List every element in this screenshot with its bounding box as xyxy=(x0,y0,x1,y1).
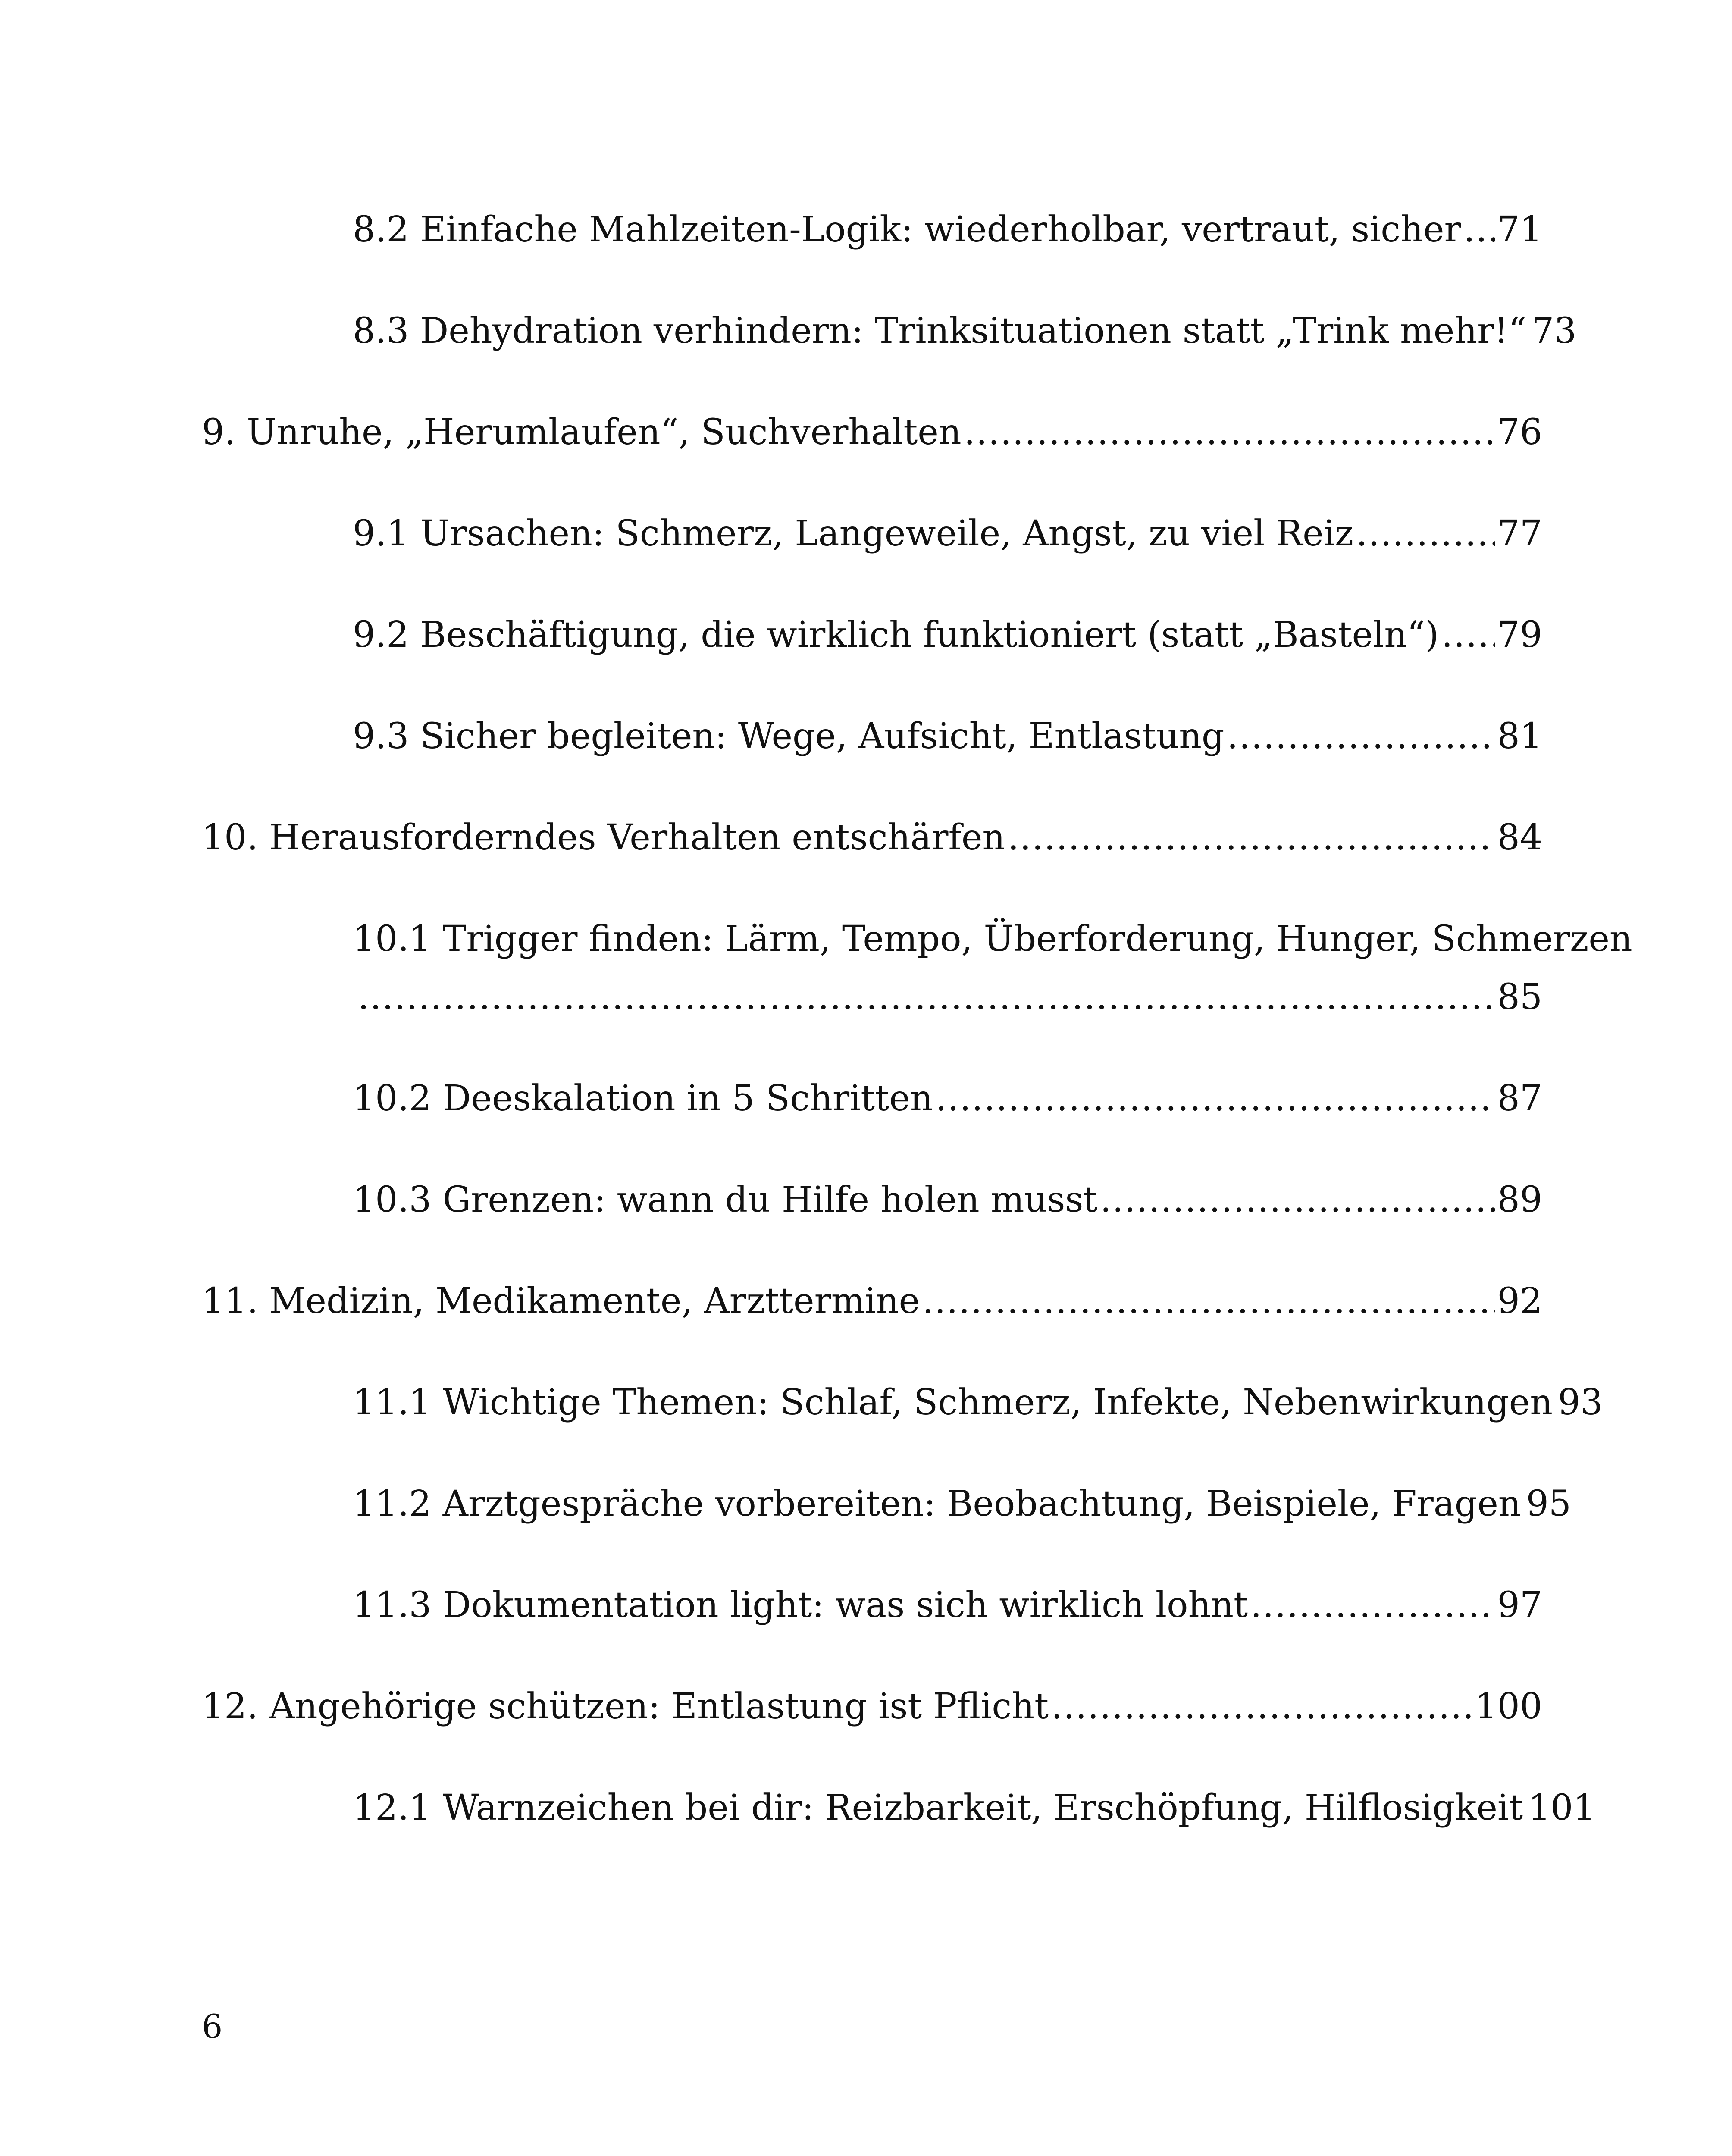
toc-entry[interactable] xyxy=(353,1584,1542,1627)
toc-entry[interactable] xyxy=(353,512,1542,555)
toc-entry-page: 97 xyxy=(1497,1585,1542,1626)
toc-entry[interactable] xyxy=(202,1685,1542,1728)
toc-entry-page: 71 xyxy=(1497,209,1542,250)
toc-entry-label: 12. Angehörige schützen: Entlastung ist Pflicht xyxy=(202,1686,1049,1727)
toc-entry[interactable] xyxy=(353,614,1542,657)
toc-leader-dots xyxy=(358,976,1495,1019)
toc-entry-label: 10.3 Grenzen: wann du Hilfe holen musst xyxy=(353,1179,1098,1220)
toc-leader-dots xyxy=(936,1077,1495,1120)
toc-entry-label: 12.1 Warnzeichen bei dir: Reizbarkeit, Erschöpfung, Hilflosigkeit xyxy=(353,1787,1523,1828)
toc-entry-label: 11.2 Arztgespräche vorbereiten: Beobachtung, Beispiele, Fragen xyxy=(353,1483,1521,1524)
toc-entry-page: 77 xyxy=(1497,513,1542,554)
toc-entry-page: 89 xyxy=(1497,1179,1542,1220)
toc-entry-page: 76 xyxy=(1497,412,1542,453)
toc-entry-label: 10. Herausforderndes Verhalten entschärfen xyxy=(202,817,1005,858)
toc-entry-page: 84 xyxy=(1497,817,1542,858)
toc-leader-dots xyxy=(1051,1685,1472,1728)
toc-entry-label: 8.3 Dehydration verhindern: Trinksituationen statt „Trink mehr!“ xyxy=(353,310,1527,351)
toc-entry[interactable] xyxy=(353,1381,1603,1424)
toc-entry[interactable] xyxy=(353,1482,1571,1526)
toc-entry-page: 73 xyxy=(1532,310,1577,351)
toc-entry-page: 101 xyxy=(1528,1787,1596,1828)
toc-entry-page: 92 xyxy=(1497,1281,1542,1322)
toc-entry[interactable] xyxy=(353,208,1542,251)
toc-entry-label: 9. Unruhe, „Herumlaufen“, Suchverhalten xyxy=(202,412,962,453)
toc-entry-label: 10.2 Deeskalation in 5 Schritten xyxy=(353,1078,933,1119)
toc-entry[interactable] xyxy=(202,816,1542,859)
toc-entry-page: 87 xyxy=(1497,1078,1542,1119)
toc-entry-label: 11. Medizin, Medikamente, Arzttermine xyxy=(202,1281,920,1322)
toc-entry-page: 81 xyxy=(1497,716,1542,757)
toc-entry-page: 79 xyxy=(1497,614,1542,655)
toc-entry-label: 9.2 Beschäftigung, die wirklich funktioniert (statt „Basteln“) xyxy=(353,614,1439,655)
toc-entry-page: 93 xyxy=(1558,1382,1603,1423)
toc-entry-page: 85 xyxy=(1497,977,1542,1018)
toc-entry-page: 95 xyxy=(1526,1483,1571,1524)
toc-entry-label: 9.3 Sicher begleiten: Wege, Aufsicht, Entlastung xyxy=(353,716,1225,757)
toc-entry[interactable] xyxy=(202,411,1542,454)
toc-entry-label: 9.1 Ursachen: Schmerz, Langeweile, Angst, zu viel Reiz xyxy=(353,513,1354,554)
toc-entry[interactable] xyxy=(358,976,1542,1019)
toc-leader-dots xyxy=(964,411,1495,454)
toc-entry-label: 8.2 Einfache Mahlzeiten-Logik: wiederholbar, vertraut, sicher xyxy=(353,209,1461,250)
toc-leader-dots xyxy=(1464,208,1495,251)
toc-leader-dots xyxy=(922,1280,1495,1323)
toc-entry-label[interactable]: 10.1 Trigger finden: Lärm, Tempo, Überforderung, Hunger, Schmerzen xyxy=(353,918,1632,959)
toc-leader-dots xyxy=(1356,512,1495,555)
toc-entry[interactable] xyxy=(202,1280,1542,1323)
toc-entry-page: 100 xyxy=(1475,1686,1542,1727)
toc-leader-dots xyxy=(1227,715,1495,758)
page-number: 6 xyxy=(202,2007,223,2046)
toc-leader-dots xyxy=(1250,1584,1495,1627)
toc-leader-dots xyxy=(1008,816,1494,859)
toc-entry[interactable] xyxy=(353,1786,1596,1830)
toc-entry[interactable] xyxy=(353,1077,1542,1120)
toc-leader-dots xyxy=(1441,614,1495,657)
toc-entry[interactable] xyxy=(353,1178,1542,1222)
toc-leader-dots xyxy=(1100,1178,1494,1222)
toc-entry-label: 11.1 Wichtige Themen: Schlaf, Schmerz, Infekte, Nebenwirkungen xyxy=(353,1382,1553,1423)
toc-entry-label: 11.3 Dokumentation light: was sich wirklich lohnt xyxy=(353,1585,1248,1626)
toc-entry[interactable] xyxy=(353,715,1542,758)
toc-entry[interactable] xyxy=(353,310,1577,353)
